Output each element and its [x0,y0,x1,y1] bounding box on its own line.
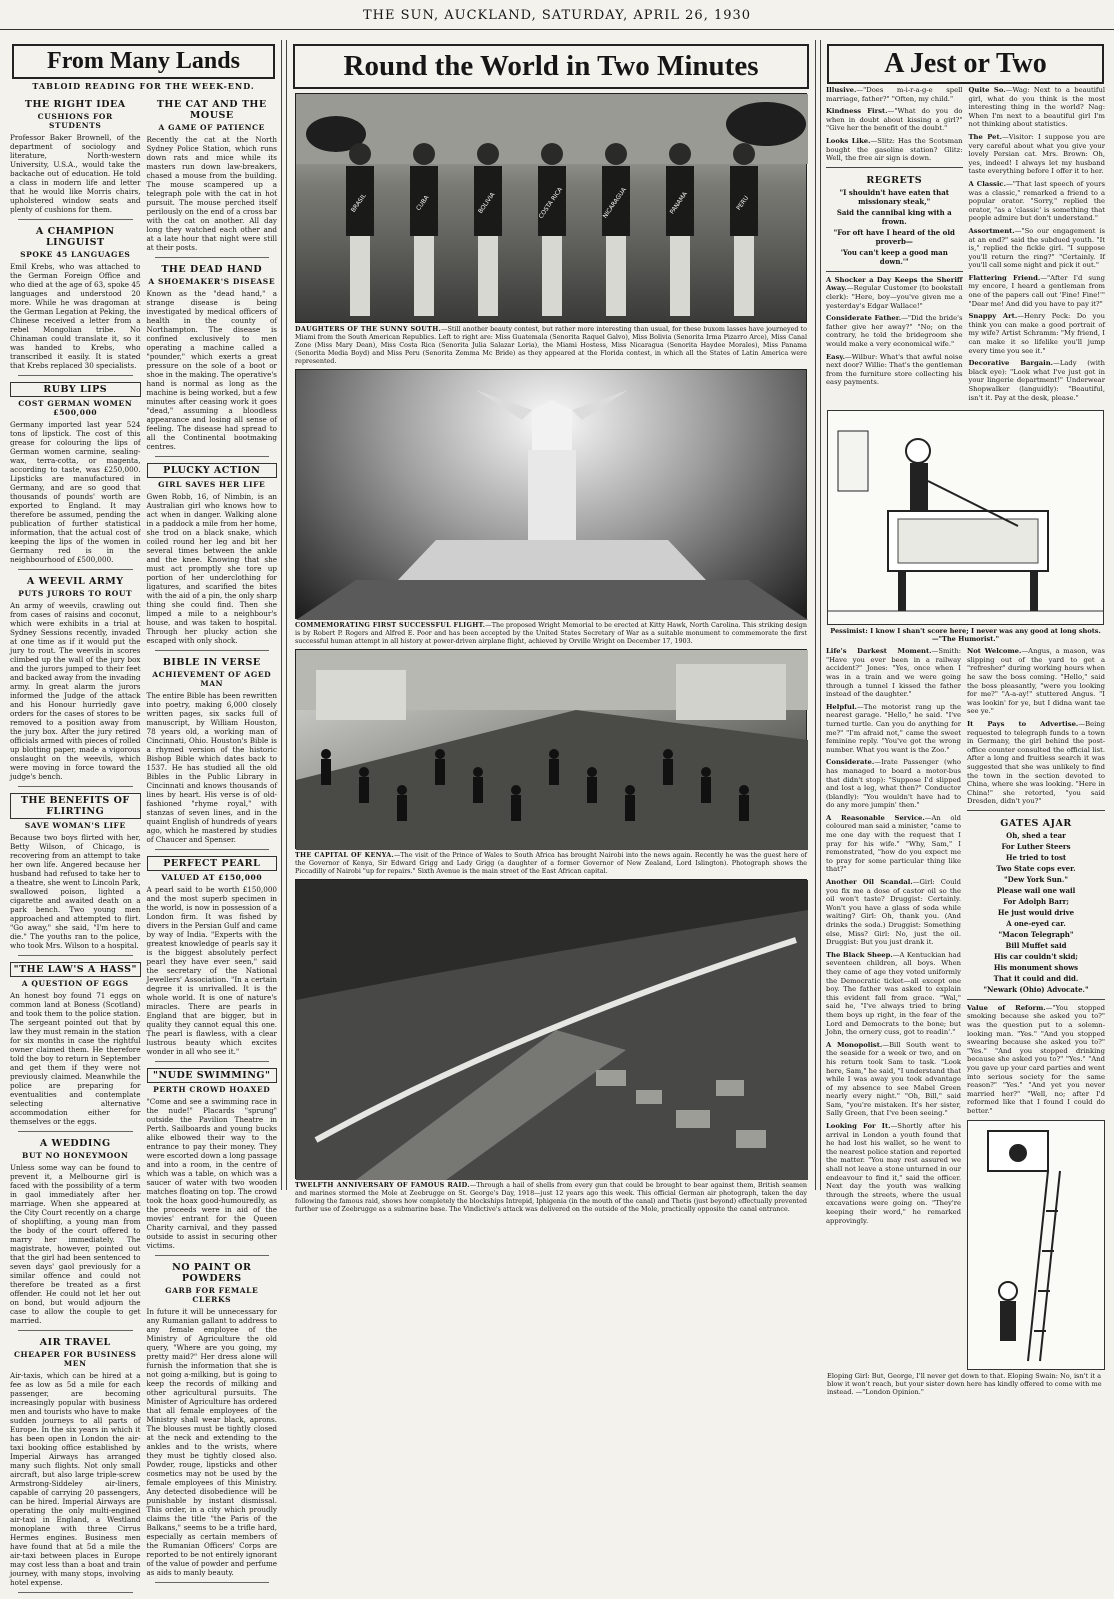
article-body: "Come and see a swimming race in the nude!" Placards "sprung" outside the Pavilion Theatre in Perth. Sailboards and young bucks alike elbowed their way to the entrance to pay their money. They were escorted down a long passage and into a room, in the centre of which was a table, on which was a saucer of water with two wooden matches floating on top. The crowd took the hoax good-humouredly, as the proceeds were in aid of the movies' entrant for the Queen Charity carnival, and they passed outside to assist in securing other victims. [146,1097,277,1250]
joke-lead: Looks Like. [826,136,871,145]
poem-line: His car couldn't skid; [994,951,1078,961]
joke-lead: It Pays to Advertise. [967,719,1079,728]
section-title: A Jest or Two [827,44,1104,84]
sash-label: PANAMA [668,190,689,216]
contestant-figure [730,143,758,316]
article-headline: THE RIGHT IDEA [24,99,126,110]
joke [967,1004,1105,1116]
gates-ajar-poem [967,810,1105,1000]
article-subhead: SAVE WOMAN'S LIFE [24,821,126,830]
article-body: Known as the "dead hand," a strange disease is being investigated by medical officers of health in the county of Northampton. The disease is confined exclusively to men operating a machine called a "pounder," which exerts a great pressure on the sole of a boot or shoe in the making. The operative's hand is normal as long as the machine is being worked, but a few minutes after ceasing work it goes "dead," assuming a bloodless appearance and losing all sense of feeling. The disease had spread to all the Continental bootmaking centres. [146,289,277,451]
article [147,463,278,651]
article-subhead: GIRL SAVES HER LIFE [158,480,266,489]
article [147,264,278,457]
joke-lead: A Reasonable Service. [826,813,925,822]
billiards-cartoon [827,410,1104,625]
wright-memorial-photo [295,369,807,619]
article-body: The entire Bible has been rewritten into poetry, making 6,000 closely written pages, six sacks full of manuscript, by William Houston, 78 years old, a working man of Cincinnati, Ohio. Houston's Bible is a rhymed version of the historic Bishop Bible which dates back to 1537. He has studied all the old Bibles in the Public Library in Cincinnati and knows thousands of lines by heart. His verse is of old-fashioned "rhyme royal," with stanzas of seven lines, and in the quaint English of hundreds of years ago, which he mastered by studies of Chaucer and Spenser. [146,691,277,844]
article-subhead: COST GERMAN WOMEN £500,000 [18,399,133,417]
article-body: Germany imported last year 524 tons of lipstick. The cost of this grease for colouring the lips of German women carmine, sealing-wax, terra-cotta, or magenta, according to taste, was £250,000. Lipsticks are manufactured in Germany, and are so good that thousands of pounds' worth are exported to England. It may therefore be assumed, pending the publication of further statistical information, that the actual cost of keeping the lips of the women in Germany red is in the neighbourhood of £500,000. [10,420,141,564]
article [147,99,278,258]
contestant-figure [410,143,438,316]
article-subhead: GARB FOR FEMALE CLERKS [165,1286,259,1304]
joke-lead: Value of Reform. [967,1003,1046,1012]
article-subhead: A SHOEMAKER'S DISEASE [148,277,276,286]
joke-text: —Regular Customer (to bookstall clerk): "Here, boy—you've given me a yesterday's Edgar Wallace!" [826,284,963,310]
article [10,99,141,220]
zeebrugge-photo [295,879,807,1179]
joke [826,107,963,133]
joke [826,86,963,103]
joke-lead: Looking For It. [826,1122,891,1131]
billiards-illustration [828,411,1104,626]
divider [18,786,133,787]
joke-lead: Illusive. [826,86,857,94]
divider [18,1330,133,1331]
elopement-illustration [968,1121,1104,1371]
article-headline: "NUDE SWIMMING" [147,1068,278,1083]
divider [155,650,270,651]
jests-col-3 [826,647,961,1369]
joke-text: —Shortly after his arrival in London a youth found that he had lost his wallet, so he went to the nearest police station and reported the matter. "You may rest assured we shall not leave a stone unturned in our endeavour to find it," said the officer. Next day the youth was walking through the streets, where the usual excavations were going on. "They're keeping their word," he remarked approvingly. [826,1122,961,1225]
contestant-figure [538,143,566,316]
kenya-illustration [296,650,808,850]
poem-line: For Adolph Barr; [1003,896,1069,906]
article-headline: A WEEVIL ARMY [26,576,124,587]
joke [826,703,961,755]
divider [18,1131,133,1132]
beauty-contest-caption: DAUGHTERS OF THE SUNNY SOUTH.—Still another beauty contest, but rather more interesting than usual, for these buxom lasses have journeyed to Miami from the South American Republics. Left to right are: Miss Guatemala (Senorita Raquel Galvo), Miss Bolivia (Senorita Irma Pizarro Arce), Miss Canal Zone (Miss Mary Dean), Miss Costa Rica (Senorita Julia Salazar Loria), the Miami Hostess, Miss Nicaragua (Senorita Haydee Morales), Miss Panama (Senorita Media Boyd) and Miss Peru (Senorita Zemma Mc Bride) as they appeared at the Florida contest, in which all the States of Latin America were represented. [295,325,807,365]
poem-line: His monument shows [993,962,1079,972]
beauty-contest-illustration [296,94,808,324]
joke [826,758,961,810]
joke-text: —Henry Peck: Do you think you can make a good portrait of my wife? Artist Schramm: "My friend, I can make it so lifelike you'll jump every time you see it." [968,312,1105,355]
article-body: Recently the cat at the North Sydney Police Station, which runs down rats and mice while its masters run down law-breakers, chased a mouse from the building. The mouse scampered up a telegraph pole with the cat in hot pursuit. The mouse perched itself perilously on the end of a cross bar with the cat on another. All day long they watched each other and at a late hour that night were still at their posts. [146,135,277,252]
article-headline: A CHAMPION LINGUIST [35,226,115,248]
joke [969,180,1106,223]
article-subhead: A QUESTION OF EGGS [21,979,129,988]
joke [826,276,963,310]
joke-text: —Lady (with black eye): "Look what I've just got in your lingerie department!" Underwear Shopwalker (languidly): "Beautiful, isn't it. Pay at the desk, please." [968,359,1106,402]
article-body: An honest boy found 71 eggs on common land at Boness (Scotland) and took them to the police station. The sergeant pointed out that by law they must remain in the station for six months in case the rightful owner claimed them. He therefore told the boy to return in September and get them if they were not previously claimed. Meanwhile the police are preparing for eventualities and contemplate selecting alternative accommodation either for themselves or the eggs. [10,991,141,1126]
kenya-photo [295,649,807,849]
joke-text: —Smith: "Have you ever been in a railway accident?" Jones: "Yes, once when I was in a train and we were going through a tunnel I kissed the father instead of the daughter." [826,647,961,699]
poem-line: "For oft have I heard of the old proverb— [833,227,955,246]
sash-label: BRASIL [349,192,368,214]
article-headline: THE CAT AND THE MOUSE [156,99,267,121]
poem-line: Oh, shed a tear [1006,830,1066,840]
contestant-figure [346,143,374,316]
joke-lead: Life's Darkest Moment. [826,647,932,656]
joke-text: —"After I'd sung my encore, I heard a gentleman from one of the papers call out 'Fine! Fine!'" "Dear me! And did you have to pay it?" [968,273,1105,308]
article-body: Professor Baker Brownell, of the department of sociology and literature, North-western University, U.S.A., would take the backache out of education. He told a class in modern life and letter that he would like Morris chairs, upholstered window seats and plenty of cushions for them. [10,133,141,214]
article-headline: "THE LAW'S A HASS" [10,962,141,977]
joke [826,314,963,348]
article [10,793,141,956]
article [147,1262,278,1583]
regrets-poem [826,167,963,272]
joke-text: —"That last speech of yours was a classic," remarked a friend to a popular orator. "Sorry," replied the orator, "as a 'classic' is something that people admire but don't understand." [968,179,1105,223]
joke [967,720,1105,806]
divider [18,375,133,376]
joke-text: —Girl: Could you fix me a dose of castor oil so the oil won't taste? Druggist: Certainly. Won't you have a glass of soda while waiting? Girl: Oh, thank you. (And drinks the soda.) Druggist: Something else, Miss? Girl: No, just the oil. Druggist: But you just drank it. [826,878,961,947]
article-subhead: BUT NO HONEYMOON [22,1151,129,1160]
joke-lead: A Shocker a Day Keeps the Sheriff Away. [826,275,963,293]
joke-lead: Quite So. [968,86,1006,94]
wright-memorial-illustration [296,370,808,620]
worker-figure [321,749,331,785]
joke-text: —"Did the bride's father give her away?" "No; on the contrary, he told the bridegroom she would make a very economical wife." [826,314,963,348]
joke-text: —Wag: Next to a beautiful girl, what do you think is the most interesting thing in the world? Nag: When I'm next to a beautiful girl I'm not thinking about statistics. [968,86,1106,129]
poem-line: Two State cops ever. [996,863,1076,873]
article-body: An army of weevils, crawling out from cases of raisins and coconut, which were exhibits in a trial at Sydney Sessions recently, invaded at one time as if it would put the jury to rout. The weevils in scores climbed up the wall of the jury box and the jurors jumped to their feet and backed away from the invading army. In great alarm the jurors informed the Judge of the attack and his Honour hurriedly gave orders for the cases of stores to be removed to a position away from the jury box. After the jury retired officials armed with pieces of rolled up blotting paper, made a vigorous onslaught on the weevils, which were moving in force toward the judge's bench. [10,601,141,781]
article [10,962,141,1132]
joke-text: —An old coloured man said a minister, "came to me one day with the request that I pray for his wife." "Why, Sam," I remonstrated, "how do you expect me to pray for some particular thing like that?" [826,813,961,874]
article-subhead: PERTH CROWD HOAXED [153,1085,271,1094]
joke-lead: Considerate Father. [826,314,902,323]
poem-line: Bill Muffet said [1005,940,1067,950]
worker-figure [397,785,407,821]
article [10,1138,141,1331]
joke-lead: Kindness First. [826,107,888,116]
article [147,856,278,1062]
joke-text: —Visitor: I suppose you are very careful about what you give your lovely Persian cat. Mrs. Brown: Oh, yes, indeed! I always let my husband taste everything before I offer it to her. [968,132,1105,176]
joke [826,814,961,874]
joke-text: —"What do you do when in doubt about kissing a girl?" "Give her the benefit of the doubt." [826,107,963,133]
joke-lead: Helpful. [826,702,857,711]
joke-lead: Snappy Art. [968,312,1018,321]
joke-text: —Irate Passenger (who has managed to board a motor-bus that didn't stop): "Suppose I'd slipped and lost a leg, what then?" Conductor (blandly): "You wouldn't have had to do any more jumpin' then." [826,758,961,810]
zeebrugge-illustration [296,880,808,1180]
poem-line: He just would drive [997,907,1075,917]
jests-col-2 [969,86,1106,406]
joke-lead: Decorative Bargain. [968,359,1054,368]
poem-line: "Dew York Sun." [1004,874,1068,884]
article-subhead: SPOKE 45 LANGUAGES [20,250,131,259]
divider [155,1061,270,1062]
elopement-cartoon [967,1120,1105,1370]
divider [155,1255,270,1256]
joke [826,951,961,1037]
divider [18,569,133,570]
jests-col-1 [826,86,963,406]
sash-label: PERU [735,194,751,212]
article-body: Because two boys flirted with her, Betty Wilson, of Chicago, is recovering from an attempt to take her own life. Angered because her husband had refused to take her to a theatre, she went to Lincoln Park, swallowed poison, lighted a cigarette and awaited death on a park bench. Two young men approached and attempted to flirt. "Go away," she said, "I'm here to die." The youths ran to the police, who took Mrs. Wilson to a hospital. [10,833,141,950]
joke-text: —"Does m-i-r-a-g-e spell marriage, father?" "Often, my child." [826,86,963,103]
worker-figure [435,749,445,785]
masthead: THE SUN, AUCKLAND, SATURDAY, APRIL 26, 1930 [0,0,1114,30]
joke-lead: Easy. [826,352,845,361]
joke [969,312,1106,355]
sash-label: CUBA [415,194,431,213]
billiards-caption: Pessimist: I know I shan't score here; I never was any good at long shots. —"The Humorist." [830,627,1101,644]
joke-text: —"You stopped smoking because she asked you to?" was the question put to a solemn-looking man. "Yes." "And you stopped swearing because she asked you to?" "Yes." "And you stopped drinking because she asked you to?" "Yes." "And you gave up your card parties and went into serious society for the same reason?" "Yes." "And yet you never married her?" "Well, no; after I'd reformed like that I found I could do better." [967,1003,1105,1115]
joke-text: —Being requested to telegraph funds to a town in Germany, the girl behind the post-office counter consulted the official list. After a long and fruitless search it was suggested that she was unlikely to find the town in the section devoted to China, where she was looking. "Here in China!" she retorted, "you said Dresden, didn't you?" [967,719,1105,806]
round-the-world-section [286,40,816,1213]
joke-lead: Another Oil Scandal. [826,878,913,887]
jests-top [821,86,1110,406]
joke-text: —The motorist rang up the nearest garage. "Hello," he said. "I've turned turtle. Can you do anything for me?" "I'm afraid not," came the sweet feminine reply. "You've got the wrong number. What you want is the Zoo." [826,702,961,754]
joke-lead: The Pet. [968,132,1002,141]
joke [826,1122,961,1225]
poem-line: "I shouldn't have eaten that missionary steak," [839,187,949,206]
joke [826,1041,961,1118]
from-many-lands-section [6,40,282,1587]
poem-line: That it could and did. [993,973,1079,983]
sash-label: BOLIVIA [477,191,497,215]
joke-lead: Not Welcome. [967,647,1022,656]
poem-line: He tried to tost [1005,852,1067,862]
joke-lead: Flattering Friend. [968,273,1041,282]
joke [969,133,1106,176]
article-subhead: PUTS JURORS TO ROUT [18,589,133,598]
article [10,382,141,570]
poem-line: A one-eyed car. [1006,918,1066,928]
article-subhead: CHEAPER FOR BUSINESS MEN [13,1350,137,1368]
article [10,1337,141,1593]
article-body: Unless some way can be found to prevent it, a Melbourne girl is faced with the possibility of a term in gaol immediately after her marriage. When she appeared at the City Court recently on a charge of shoplifting, a young man from the body of the court offered to marry her immediately. The magistrate, however, pointed out that the girl had been sentenced to seven days' gaol previously for a similar offence and could not therefore be treated as a first offender. He could not let her out on bond, but would adjourn the case to allow the couple to get married. [10,1163,141,1325]
article [10,226,141,376]
joke [969,359,1106,402]
joke [826,647,961,699]
article-body: Air-taxis, which can be hired at a fee as low as 5d a mile for each passenger, are becoming increasingly popular with business men and tourists who have to make sudden journeys to all parts of Europe. In the six years in which it has been open in London the air-taxi booking office established by Imperial Airways has arranged many such flights. Not only small aircraft, but also large triple-screw Armstrong-Siddeley air-liners, capable of carrying 20 passengers, can be hired. Imperial Airways are operating the only multi-engined air-taxi in England, a Westland monoplane with three Cirrus Hermes engines. Business men have found that at 5d a mile the air-taxi between places in Europe may cost less than a boat and train journey, with many stops, involving hotel expense. [10,1371,141,1587]
elopement-caption: Eloping Girl: But, George, I'll never get down to that. Eloping Swain: No, isn't it a blow it won't reach, but your sister down here has kindly offered to come with me instead. —"London Opinion." [827,1371,1102,1396]
divider [155,456,270,457]
article-headline: A WEDDING [39,1138,111,1149]
worker-figure [511,785,521,821]
article-headline: RUBY LIPS [10,382,141,397]
joke [969,274,1106,308]
divider [155,1582,270,1583]
article-body: Emil Krebs, who was attached to the German Foreign Office and who died at the age of 63, spoke 45 languages and understood 20 more. While he was dragoman at the German Legation at Peking, the Chinese received a letter from a rebel Mongolian tribe. No Chinaman could translate it, so it was handed to Krebs, who transcribed it easily. It is stated that Krebs replaced 30 specialists. [10,262,141,370]
poem-line: "Newark (Ohio) Advocate." [983,984,1089,994]
poem-line: 'You can't keep a good man down.'" [840,247,948,266]
worker-figure [473,767,483,803]
section-title: Round the World in Two Minutes [293,44,809,89]
kenya-caption: THE CAPITAL OF KENYA.—The visit of the Prince of Wales to South Africa has brought Nairobi into the news again. Recently he was the guest here of the Governor of Kenya, Sir Edward Grigg and Lady Grigg (a daughter of a former Governor of New Zealand, Lord Islington). Photograph shows the Piccadilly of Nairobi "up for repairs." Sixth Avenue is the main street of the East African capital. [295,851,807,875]
sash-label: NICARAGUA [601,186,628,220]
joke-lead: A Classic. [968,179,1006,188]
joke [826,137,963,163]
a-jest-or-two-section [820,40,1110,1396]
article [147,657,278,850]
contestant-figure [474,143,502,316]
beauty-contest-photo [295,93,807,323]
joke [826,353,963,387]
wright-memorial-caption: COMMEMORATING FIRST SUCCESSFUL FLIGHT.—The proposed Wright Memorial to be erected at Kitty Hawk, North Carolina. This striking design is by Robert P. Rogers and Alfred E. Poor and has been accepted by the United States Secretary of War as a suitable monument to commemorate the first successful human attempt in all history at power-driven airplane flight, achieved by Orville Wright on December 17, 1903. [295,621,807,645]
article-headline: BIBLE IN VERSE [162,657,261,668]
article-body: In future it will be unnecessary for any Rumanian gallant to address to any female employee of the Ministry of Agriculture the old query, "Where are you going, my pretty maid?" Her dress alone will furnish the information that she is not going a-milking, but is going to keep the records of milking and other agricultural pursuits. The Minister of Agriculture has ordered that all female employees of the Ministry shall wear black, aprons. The blouses must be tightly closed at the neck and extending to the ankles and to the wrists, where they must be tightly closed also. Powder, rouge, lipsticks and other cosmetics may not be used by the female employees of this Ministry. Any detected disobedience will be punishable by instant dismissal. This order, in a city which proudly claims the title "the Paris of the Balkans," seems to be a trifle hard, especially as certain members of the Rumanian Officers' Corps are reported to be not entirely ignorant of the value of powder and perfume as aids to manly beauty. [146,1307,278,1577]
worker-figure [549,749,559,785]
poem-line: "Macon Telegraph" [998,929,1074,939]
article-body: Gwen Robb, 16, of Nimbin, is an Australian girl who knows how to act when in danger. Walking alone in a paddock a mile from her home, she trod on a black snake, which coiled round her leg and bit her several times between the ankle and the knee. Knowing that she must act promptly she tore up portion of her underclothing for ligatures, and scarified the bites with the aid of a pin, the only sharp thing she could find. Then she limped a mile to a neighbour's house, and was taken to hospital. Through her plucky action she escaped with only shock. [146,492,277,645]
joke [969,227,1106,270]
article-headline: PERFECT PEARL [147,856,278,871]
section-subtitle: TABLOID READING FOR THE WEEK-END. [32,81,255,91]
section-title: From Many Lands [12,44,275,79]
article [147,1068,278,1256]
article-subhead: ACHIEVEMENT OF AGED MAN [152,670,272,688]
worker-figure [625,785,635,821]
joke [969,86,1106,129]
joke [967,647,1105,716]
jests-col-4 [967,647,1105,1369]
worker-figure [587,767,597,803]
worker-figure [701,767,711,803]
joke-text: —Bill South went to the seaside for a week or two, and on his return took Sam to task. "Look here, Sam," he said, "I understand that while I was away you took advantage of my absence to see Mabel Green nearly every night." "Oh, Bill," said Sam, "you're mistaken. It's her sister, Sally Green, that I've been seeing." [826,1040,961,1118]
joke-text: —A Kentuckian had seventeen children, all boys. When they came of age they voted uniformly the Democratic ticket—all except one boy. The father was asked to explain this evident fall from grace. "Wal," said he, "I've always tried to bring them boys up right, in the fear of the Lord and Democrats to the bone; but John, the ornery cuss, got to readin'." [826,950,961,1037]
zeebrugge-caption: TWELFTH ANNIVERSARY OF FAMOUS RAID.—Through a hail of shells from every gun that could be brought to bear against them, British seamen and marines stormed the Mole at Zeebrugge on St. George's Day, 1918—just 12 years ago this week. This official German air photograph, taken the day following the famous raid, shows how completely the blockships Intrepid, Iphigenia (in the mouth of the canal) and Thetis (just beyond) effectually prevented further use of Zeebrugge as a submarine base. The Vindictive's attack was delivered on the outside of the Mole, practically opposite the canal entrance. [295,1181,807,1213]
joke-lead: The Black Sheep. [826,950,893,959]
poem-line: For Luther Steers [1001,841,1071,851]
divider [18,219,133,220]
poem-line: Said the cannibal king with a frown. [836,207,952,226]
contestant-figure [602,143,630,316]
poem-line: Please wail one wail [996,885,1076,895]
joke-text: —Slitz: Has the Scotsman bought the gasoline station? Glitz: Well, the free air sign is down. [826,136,963,163]
joke-lead: Considerate. [826,758,875,767]
article-body: A pearl said to be worth £150,000 and the most superb specimen in the world, is now in possession of a London firm. It was fished by divers in the Persian Gulf and came by way of India. "Experts with the greatest knowledge of pearls say it is the biggest absolutely perfect pearl they have ever seen," said the secretary of the National Jewellers' Association. "In a certain degree it is unrivalled. It is the whole world. It is one of nature's miracles. There are pearls in England that are bigger, but in quality they cannot equal this one. The pearl is flawless, with a clear lustrous beauty which excites wonder in all who see it." [146,885,277,1056]
divider [18,1592,133,1593]
joke-text: —Wilbur: What's that awful noise next door? Willie: That's the gentleman from the furniture store collecting his easy payments. [826,352,963,387]
joke-text: —"So our engagement is at an end?" said the subdued youth. "It is," replied the fickle girl. "I suppose you'll return the ring?" "Certainly. If you'll call some night and pick it out." [968,226,1105,270]
joke-lead: Assortment. [968,226,1015,235]
left-subcolumn-2 [147,95,278,1599]
article-headline: THE BENEFITS OF FLIRTING [10,793,141,819]
regrets-title: REGRETS [866,174,923,186]
article-subhead: VALUED AT £150,000 [161,873,263,882]
worker-figure [663,749,673,785]
contestant-figure [666,143,694,316]
joke [826,878,961,947]
article-subhead: A GAME OF PATIENCE [158,123,265,132]
sash-label: COSTA RICA [537,186,565,220]
left-subcolumn-1 [10,95,141,1599]
article-headline: AIR TRAVEL [39,1337,111,1348]
article-headline: NO PAINT OR POWDERS [172,1262,252,1284]
article-headline: THE DEAD HAND [161,264,263,275]
gates-ajar-title: GATES AJAR [1000,817,1072,829]
divider [155,849,270,850]
divider [18,955,133,956]
article-subhead: CUSHIONS FOR STUDENTS [37,112,113,130]
worker-figure [359,767,369,803]
worker-figure [739,785,749,821]
divider [155,257,270,258]
joke-lead: A Monopolist. [826,1040,883,1049]
article [10,576,141,787]
joke-text: —Angus, a mason, was slipping out of the yard to get a "refresher" during working hours when he saw the boss coming. "Hello," said the boss pleasantly, "were you looking for me?" "A-a-ay!" stuttered Angus. "I was lookin' for ye, but I didna want tae see ye." [967,647,1106,716]
jests-bottom [821,647,1110,1369]
article-headline: PLUCKY ACTION [147,463,278,478]
